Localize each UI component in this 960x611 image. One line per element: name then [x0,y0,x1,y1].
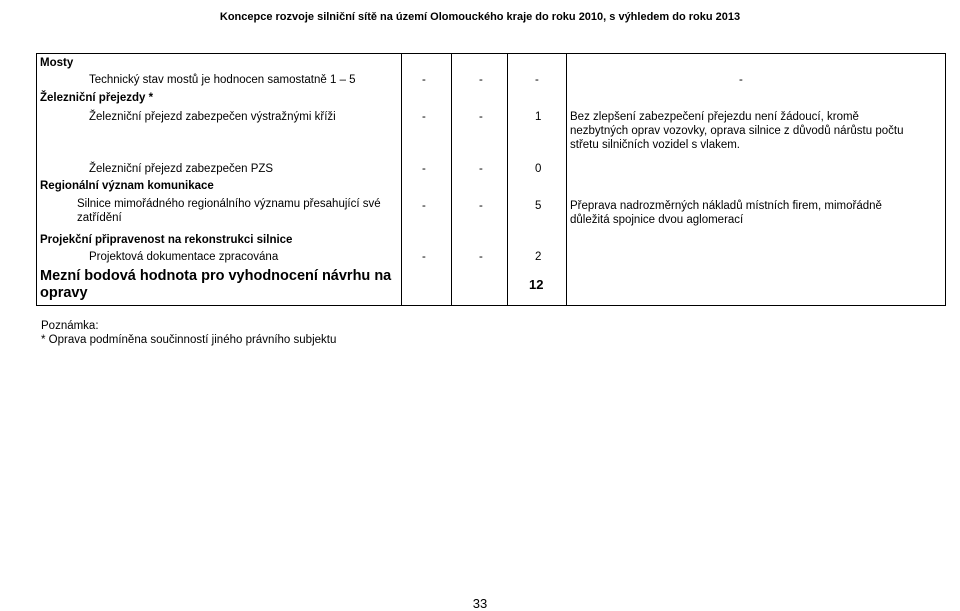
row-label: zatřídění [77,212,122,224]
cell-note: Přeprava nadrozměrných nákladů místních firem, mimořádně [570,200,882,212]
row-label: Železniční přejezd zabezpečen PZS [89,163,274,175]
cell-value: - [422,251,426,263]
cell-value: 5 [535,200,542,212]
section-heading-projekcni: Projekční připravenost na rekonstrukci silnice [40,234,293,246]
section-heading-mosty: Mosty [40,57,74,69]
row-label: Železniční přejezd zabezpečen výstražnými kříži [89,111,336,123]
cell-note: - [739,74,743,86]
cell-note: důležitá spojnice dvou aglomerací [570,214,744,226]
notes-heading: Poznámka: [41,320,99,332]
cell-value: - [479,163,483,175]
cell-value: - [535,74,539,86]
cell-value: - [422,74,426,86]
total-value: 12 [529,277,544,292]
cell-value: - [422,200,426,212]
section-heading-regionalni: Regionální význam komunikace [40,180,214,192]
cell-note: nezbytných oprav vozovky, oprava silnice z důvodů nárůstu počtu [570,125,904,137]
row-label: Technický stav mostů je hodnocen samostatně 1 – 5 [89,74,356,86]
page-number: 33 [472,596,488,611]
cell-value: - [479,111,483,123]
cell-value: 0 [535,163,542,175]
total-label: opravy [40,285,88,301]
cell-note: Bez zlepšení zabezpečení přejezdu není žádoucí, kromě [570,111,859,123]
cell-note: střetu silničních vozidel s vlakem. [570,139,741,151]
cell-value: 2 [535,251,542,263]
notes-item: * Oprava podmíněna součinností jiného právního subjektu [41,334,337,346]
cell-value: - [479,200,483,212]
cell-value: 1 [535,111,542,123]
row-label: Silnice mimořádného regionálního významu přesahující své [77,198,381,210]
document-header: Koncepce rozvoje silniční sítě na území Olomouckého kraje do roku 2010, s výhledem do roku 2013 [219,11,741,23]
column-divider [401,54,402,305]
cell-value: - [479,74,483,86]
row-label: Projektová dokumentace zpracována [89,251,279,263]
cell-value: - [422,163,426,175]
section-heading-prejezdy: Železniční přejezdy * [40,92,154,104]
column-divider [566,54,567,305]
cell-value: - [479,251,483,263]
total-label: Mezní bodová hodnota pro vyhodnocení návrhu na [40,268,392,284]
column-divider [451,54,452,305]
evaluation-table [36,53,946,306]
column-divider [507,54,508,305]
cell-value: - [422,111,426,123]
